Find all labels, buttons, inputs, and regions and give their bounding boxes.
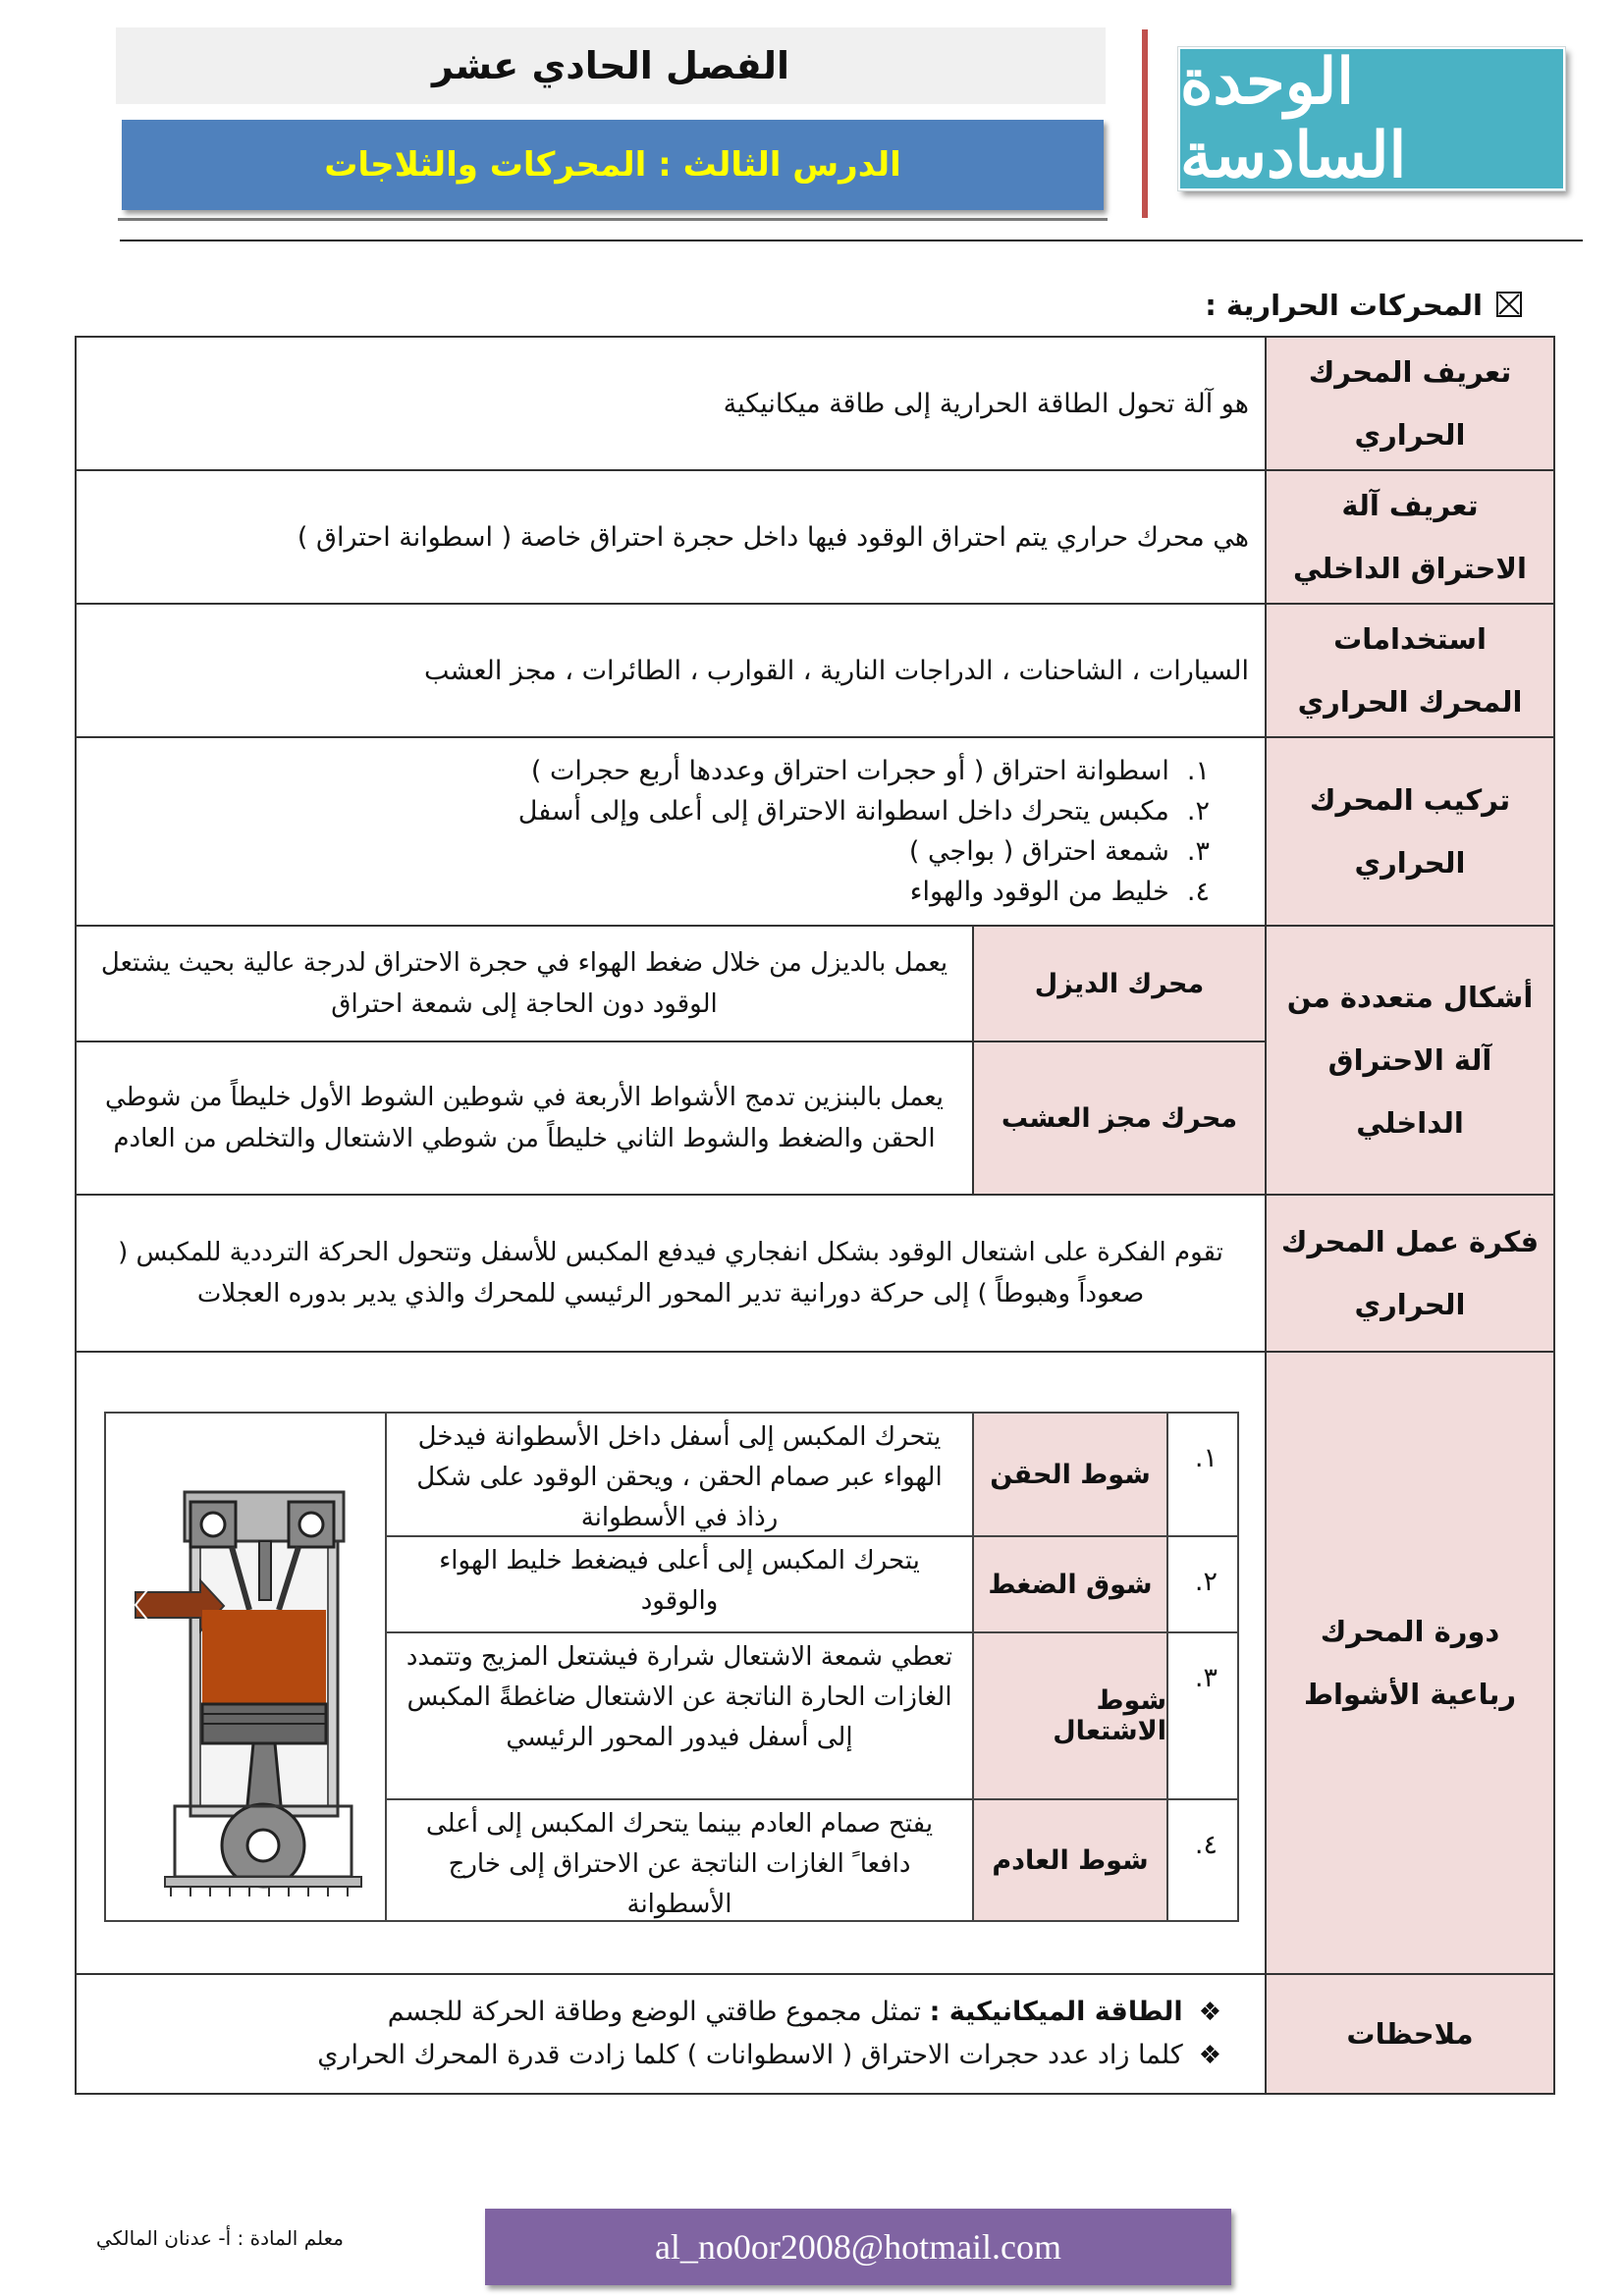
- stroke-name: شوق الضغط: [972, 1535, 1168, 1633]
- content-notes: [75, 1973, 1267, 2095]
- diamond-bullet-icon: ❖: [1198, 2041, 1221, 2070]
- engine-image-cell: [104, 1412, 387, 1922]
- section-heading-text: المحركات الحرارية :: [1205, 289, 1483, 322]
- teacher-name: معلم المادة : أ- عدنان المالكي: [95, 2226, 344, 2250]
- email-box: [485, 2209, 1231, 2285]
- content-internal-combustion: هي محرك حراري يتم احتراق الوقود فيها داخل حجرة احتراق خاصة ( اسطوانة احتراق ): [75, 469, 1267, 605]
- stroke-desc: يتحرك المكبس إلى أسفل داخل الأسطوانة فيدخل الهواء عبر صمام الحقن ، ويحقن الوقود على شكل رذاذ في الأسطوانة: [385, 1412, 974, 1537]
- label-idea: فكرة عمل المحرك الحراري: [1265, 1194, 1555, 1353]
- label-notes: ملاحظات: [1265, 1973, 1555, 2095]
- label-structure: تركيب المحرك الحراري: [1265, 736, 1555, 927]
- list-item: ٣.شمعة احتراق ( بواجي ): [908, 836, 1210, 867]
- content-structure: [75, 736, 1267, 927]
- section-heading: [1129, 289, 1522, 328]
- unit-title-box: [1178, 47, 1565, 190]
- content-uses: السيارات ، الشاحنات ، الدراجات النارية ، القوارب ، الطائرات ، مجز العشب: [75, 603, 1267, 738]
- mower-engine-desc: يعمل بالبنزين تدمج الأشواط الأربعة في شوطين الشوط الأول خليطاً من شوطي الحقن والضغط والشوط الثاني خليطاً من شوطي الاشتعال والتخلص من العادم: [75, 1041, 974, 1196]
- list-item: ❖كلما زاد عدد حجرات الاحتراق ( الاسطوانات ) كلما زادت قدرة المحرك الحراري: [317, 2034, 1221, 2077]
- diesel-engine-desc: يعمل بالديزل من خلال ضغط الهواء في حجرة الاحتراق لدرجة عالية بحيث يشتعل الوقود دون الحاجة إلى شمعة احتراق: [75, 925, 974, 1042]
- mower-engine-label: محرك مجز العشب: [972, 1041, 1267, 1196]
- stroke-name: شوط الاشتعال: [972, 1631, 1168, 1800]
- unit-title: الوحدة السادسة: [1180, 45, 1407, 192]
- content-idea: تقوم الفكرة على اشتعال الوقود بشكل انفجاري فيدفع المكبس للأسفل وتتحول الحركة الترددية للمكبس ( صعوداً وهبوطاً ) إلى حركة دورانية تدير المحور الرئيسي للمحرك والذي يدير بدوره العجلات: [75, 1194, 1267, 1353]
- checkbox-x-icon: [1496, 292, 1522, 317]
- list-item: ١.اسطوانة احتراق ( أو حجرات احتراق وعددها أربع حجرات ): [530, 756, 1210, 786]
- list-item: ٤.خليط من الوقود والهواء: [909, 877, 1210, 907]
- stroke-desc: تعطي شمعة الاشتعال شرارة فيشتعل المزيج وتتمدد الغازات الحارة الناتجة عن الاشتعال ضاغطةً المكبس إلى أسفل فيدور المحور الرئيسي: [385, 1631, 974, 1800]
- content-definition: هو آلة تحول الطاقة الحرارية إلى طاقة ميكانيكية: [75, 336, 1267, 471]
- stroke-name: شوط الحقن: [972, 1412, 1168, 1537]
- stroke-desc: يتحرك المكبس إلى أعلى فيضغط خليط الهواء والوقود: [385, 1535, 974, 1633]
- list-item: ٢.مكبس يتحرك داخل اسطوانة الاحتراق إلى أعلى وإلى أسفل: [517, 796, 1210, 827]
- structure-list: [518, 751, 1249, 912]
- notes-list: [317, 1991, 1249, 2077]
- stroke-desc: يفتح صمام العادم بينما يتحرك المكبس إلى أعلى دافعا ً الغازات الناتجة عن الاحتراق إلى خارج الأسطوانة: [385, 1798, 974, 1922]
- label-internal-combustion: تعريف آلة الاحتراق الداخلي: [1265, 469, 1555, 605]
- stroke-num: ٤.: [1166, 1798, 1239, 1922]
- stroke-name: شوط العادم: [972, 1798, 1168, 1922]
- chapter-title: الفصل الحادي عشر: [431, 44, 789, 87]
- list-item: ❖الطاقة الميكانيكية : تمثل مجموع طاقتي الوضع وطاقة الحركة للجسم: [317, 1991, 1221, 2034]
- label-uses: استخدامات المحرك الحراري: [1265, 603, 1555, 738]
- stroke-num: ١.: [1166, 1412, 1239, 1537]
- stroke-num: ٣.: [1166, 1631, 1239, 1800]
- engine-cylinder-diagram: [106, 1414, 385, 1920]
- label-forms: أشكال متعددة من آلة الاحتراق الداخلي: [1265, 925, 1555, 1196]
- diesel-engine-label: محرك الديزل: [972, 925, 1267, 1042]
- lesson-title: الدرس الثالث : المحركات والثلاجات: [324, 145, 901, 185]
- label-cycle: دورة المحرك رباعية الأشواط: [1265, 1351, 1555, 1975]
- header-divider: [1142, 29, 1148, 218]
- chapter-title-box: [116, 27, 1106, 104]
- diamond-bullet-icon: ❖: [1198, 1998, 1221, 2027]
- header-rule-bottom: [120, 240, 1583, 241]
- stroke-num: ٢.: [1166, 1535, 1239, 1633]
- email-text: al_no0or2008@hotmail.com: [654, 2227, 1062, 2267]
- header-rule: [118, 218, 1108, 221]
- lesson-title-box: [122, 120, 1104, 210]
- label-definition: تعريف المحرك الحراري: [1265, 336, 1555, 471]
